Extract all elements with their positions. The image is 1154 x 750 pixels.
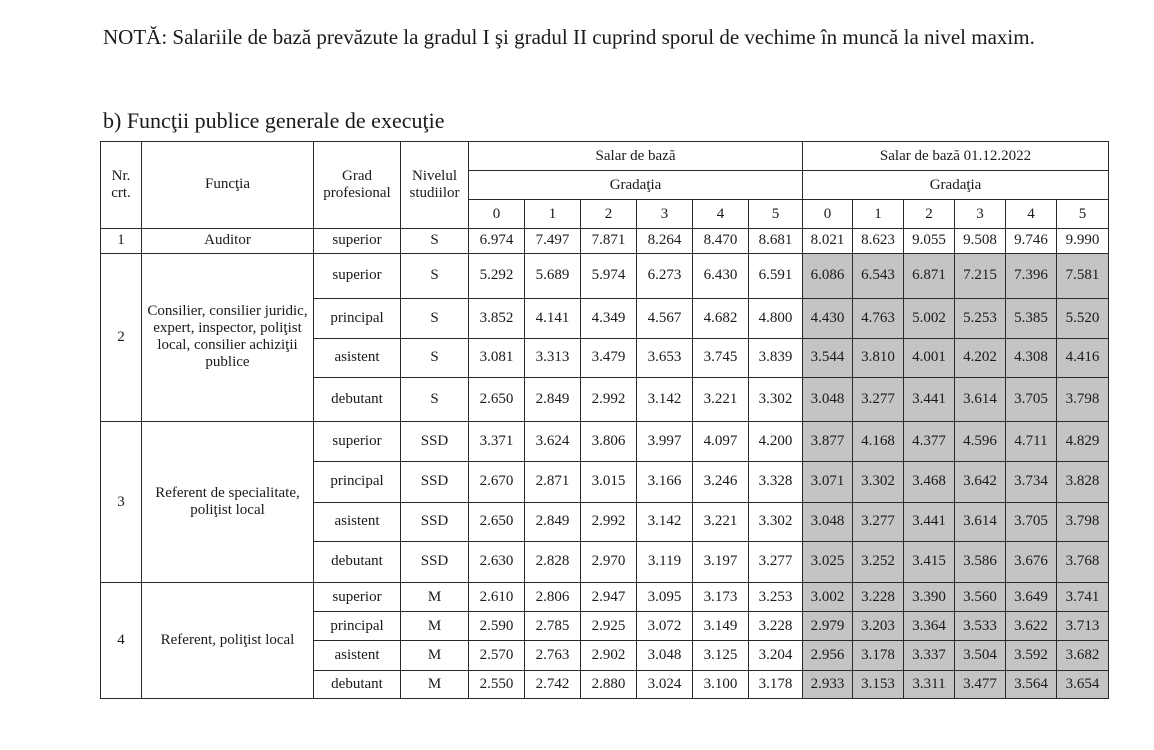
header-gradatie: 5 xyxy=(1057,200,1109,228)
salar-2022-cell: 3.654 xyxy=(1057,670,1109,698)
row-grad: asistent xyxy=(314,641,401,670)
row-functia: Consilier, consilier juridic, expert, inspector, poliţist local, consilier achiziţii publice xyxy=(142,253,314,421)
salar-cell: 2.590 xyxy=(469,612,525,641)
header-gradatie: 0 xyxy=(469,200,525,228)
salar-cell: 3.328 xyxy=(749,462,803,502)
salar-2022-cell: 3.614 xyxy=(955,502,1006,541)
salar-cell: 3.997 xyxy=(637,421,693,461)
salar-2022-cell: 2.979 xyxy=(803,612,853,641)
salar-cell: 2.650 xyxy=(469,502,525,541)
salar-cell: 4.200 xyxy=(749,421,803,461)
salar-cell: 3.653 xyxy=(637,339,693,377)
salar-2022-cell: 4.596 xyxy=(955,421,1006,461)
salar-cell: 2.630 xyxy=(469,541,525,582)
salar-2022-cell: 3.337 xyxy=(904,641,955,670)
salar-cell: 3.479 xyxy=(581,339,637,377)
salar-cell: 3.204 xyxy=(749,641,803,670)
salar-cell: 2.871 xyxy=(525,462,581,502)
salar-2022-cell: 3.705 xyxy=(1006,502,1057,541)
salar-cell: 3.221 xyxy=(693,502,749,541)
row-functia: Referent, poliţist local xyxy=(142,583,314,699)
salar-cell: 3.806 xyxy=(581,421,637,461)
salar-cell: 6.273 xyxy=(637,253,693,298)
salar-cell: 3.624 xyxy=(525,421,581,461)
salar-cell: 2.902 xyxy=(581,641,637,670)
header-gradatia-2022: Gradaţia xyxy=(803,171,1109,200)
row-nivel: M xyxy=(401,583,469,612)
salar-2022-cell: 3.614 xyxy=(955,377,1006,421)
salar-2022-cell: 3.178 xyxy=(853,641,904,670)
salary-table-body xyxy=(101,142,1109,699)
salar-2022-cell: 3.649 xyxy=(1006,583,1057,612)
header-gradatie: 1 xyxy=(853,200,904,228)
salar-2022-cell: 9.746 xyxy=(1006,228,1057,253)
salar-2022-cell: 3.676 xyxy=(1006,541,1057,582)
salar-2022-cell: 3.441 xyxy=(904,502,955,541)
row-nr: 3 xyxy=(101,421,142,582)
salar-cell: 3.072 xyxy=(637,612,693,641)
salary-table xyxy=(100,141,1109,699)
salar-cell: 3.277 xyxy=(749,541,803,582)
salar-2022-cell: 7.215 xyxy=(955,253,1006,298)
row-grad: principal xyxy=(314,612,401,641)
row-grad: superior xyxy=(314,253,401,298)
salar-2022-cell: 3.798 xyxy=(1057,502,1109,541)
salar-cell: 3.081 xyxy=(469,339,525,377)
salar-cell: 8.264 xyxy=(637,228,693,253)
salar-2022-cell: 3.560 xyxy=(955,583,1006,612)
salar-cell: 3.852 xyxy=(469,299,525,339)
salar-2022-cell: 3.504 xyxy=(955,641,1006,670)
salar-cell: 4.800 xyxy=(749,299,803,339)
row-nivel: SSD xyxy=(401,421,469,461)
salar-2022-cell: 3.544 xyxy=(803,339,853,377)
salar-cell: 2.925 xyxy=(581,612,637,641)
salar-cell: 3.228 xyxy=(749,612,803,641)
salar-2022-cell: 4.829 xyxy=(1057,421,1109,461)
salar-cell: 2.970 xyxy=(581,541,637,582)
row-nivel: M xyxy=(401,641,469,670)
header-grad: Grad profesional xyxy=(314,142,401,229)
salar-cell: 3.142 xyxy=(637,377,693,421)
salar-cell: 3.173 xyxy=(693,583,749,612)
salar-2022-cell: 3.642 xyxy=(955,462,1006,502)
salar-cell: 6.591 xyxy=(749,253,803,298)
salar-2022-cell: 3.252 xyxy=(853,541,904,582)
row-grad: principal xyxy=(314,462,401,502)
salar-2022-cell: 3.622 xyxy=(1006,612,1057,641)
salar-cell: 3.197 xyxy=(693,541,749,582)
header-functia: Funcţia xyxy=(142,142,314,229)
row-nivel: M xyxy=(401,670,469,698)
salar-2022-cell: 3.682 xyxy=(1057,641,1109,670)
salar-cell: 6.974 xyxy=(469,228,525,253)
salar-2022-cell: 3.734 xyxy=(1006,462,1057,502)
salar-2022-cell: 3.741 xyxy=(1057,583,1109,612)
row-nivel: S xyxy=(401,299,469,339)
row-nivel: S xyxy=(401,253,469,298)
salar-2022-cell: 9.055 xyxy=(904,228,955,253)
salar-cell: 3.371 xyxy=(469,421,525,461)
salar-cell: 8.470 xyxy=(693,228,749,253)
row-grad: debutant xyxy=(314,377,401,421)
salar-cell: 3.100 xyxy=(693,670,749,698)
salar-2022-cell: 5.385 xyxy=(1006,299,1057,339)
salar-cell: 3.246 xyxy=(693,462,749,502)
row-nivel: S xyxy=(401,228,469,253)
salar-2022-cell: 3.364 xyxy=(904,612,955,641)
row-nivel: S xyxy=(401,377,469,421)
salar-2022-cell: 3.705 xyxy=(1006,377,1057,421)
salar-2022-cell: 3.002 xyxy=(803,583,853,612)
salar-cell: 2.849 xyxy=(525,377,581,421)
row-grad: asistent xyxy=(314,339,401,377)
salar-2022-cell: 3.277 xyxy=(853,377,904,421)
salar-2022-cell: 4.430 xyxy=(803,299,853,339)
salar-cell: 7.497 xyxy=(525,228,581,253)
salar-2022-cell: 5.253 xyxy=(955,299,1006,339)
row-grad: principal xyxy=(314,299,401,339)
header-salar-2022: Salar de bază 01.12.2022 xyxy=(803,142,1109,171)
salar-2022-cell: 8.623 xyxy=(853,228,904,253)
salar-2022-cell: 3.025 xyxy=(803,541,853,582)
salar-2022-cell: 8.021 xyxy=(803,228,853,253)
row-functia: Referent de specialitate, poliţist local xyxy=(142,421,314,582)
salar-cell: 5.292 xyxy=(469,253,525,298)
salar-2022-cell: 3.153 xyxy=(853,670,904,698)
salar-2022-cell: 2.956 xyxy=(803,641,853,670)
row-nivel: SSD xyxy=(401,462,469,502)
salar-cell: 3.048 xyxy=(637,641,693,670)
salar-2022-cell: 6.086 xyxy=(803,253,853,298)
table-row xyxy=(101,228,1109,253)
salar-2022-cell: 9.508 xyxy=(955,228,1006,253)
table-row xyxy=(101,421,1109,461)
salar-2022-cell: 7.396 xyxy=(1006,253,1057,298)
salar-2022-cell: 4.711 xyxy=(1006,421,1057,461)
salar-cell: 2.806 xyxy=(525,583,581,612)
header-nivel: Nivelul studiilor xyxy=(401,142,469,229)
salar-cell: 3.178 xyxy=(749,670,803,698)
salar-cell: 2.785 xyxy=(525,612,581,641)
salar-cell: 2.670 xyxy=(469,462,525,502)
header-gradatie: 4 xyxy=(1006,200,1057,228)
salar-2022-cell: 3.302 xyxy=(853,462,904,502)
salar-2022-cell: 5.520 xyxy=(1057,299,1109,339)
salar-cell: 3.166 xyxy=(637,462,693,502)
header-gradatie: 3 xyxy=(955,200,1006,228)
table-row xyxy=(101,253,1109,298)
salar-cell: 4.349 xyxy=(581,299,637,339)
salar-2022-cell: 3.810 xyxy=(853,339,904,377)
salar-cell: 2.947 xyxy=(581,583,637,612)
salar-cell: 3.024 xyxy=(637,670,693,698)
header-gradatie: 0 xyxy=(803,200,853,228)
salar-2022-cell: 3.203 xyxy=(853,612,904,641)
row-grad: asistent xyxy=(314,502,401,541)
salar-cell: 3.253 xyxy=(749,583,803,612)
row-nr: 4 xyxy=(101,583,142,699)
salar-2022-cell: 4.416 xyxy=(1057,339,1109,377)
salar-cell: 2.880 xyxy=(581,670,637,698)
salar-cell: 3.745 xyxy=(693,339,749,377)
salar-cell: 3.313 xyxy=(525,339,581,377)
header-gradatie: 3 xyxy=(637,200,693,228)
salar-2022-cell: 5.002 xyxy=(904,299,955,339)
salar-cell: 4.567 xyxy=(637,299,693,339)
salar-cell: 5.689 xyxy=(525,253,581,298)
salar-cell: 2.742 xyxy=(525,670,581,698)
header-gradatie: 4 xyxy=(693,200,749,228)
salar-cell: 7.871 xyxy=(581,228,637,253)
row-nivel: M xyxy=(401,612,469,641)
row-grad: superior xyxy=(314,228,401,253)
section-subtitle: b) Funcţii publice generale de execuţie xyxy=(103,108,445,133)
salar-2022-cell: 3.071 xyxy=(803,462,853,502)
salar-cell: 3.142 xyxy=(637,502,693,541)
salar-2022-cell: 4.202 xyxy=(955,339,1006,377)
header-gradatie: 1 xyxy=(525,200,581,228)
row-grad: superior xyxy=(314,421,401,461)
salar-2022-cell: 4.001 xyxy=(904,339,955,377)
row-grad: debutant xyxy=(314,670,401,698)
salar-2022-cell: 3.877 xyxy=(803,421,853,461)
salar-cell: 2.610 xyxy=(469,583,525,612)
salar-cell: 5.974 xyxy=(581,253,637,298)
table-row xyxy=(101,583,1109,612)
salar-cell: 2.570 xyxy=(469,641,525,670)
salar-2022-cell: 4.763 xyxy=(853,299,904,339)
salar-cell: 3.095 xyxy=(637,583,693,612)
salar-2022-cell: 3.564 xyxy=(1006,670,1057,698)
salar-cell: 2.763 xyxy=(525,641,581,670)
row-functia: Auditor xyxy=(142,228,314,253)
salar-cell: 2.828 xyxy=(525,541,581,582)
row-nr: 2 xyxy=(101,253,142,421)
salar-cell: 3.149 xyxy=(693,612,749,641)
row-nivel: SSD xyxy=(401,541,469,582)
note-text: NOTĂ: Salariile de bază prevăzute la gradul I şi gradul II cuprind sporul de vechime în muncă la nivel maxim. xyxy=(103,25,1035,49)
header-gradatie: 2 xyxy=(904,200,955,228)
salar-2022-cell: 3.828 xyxy=(1057,462,1109,502)
salar-cell: 2.992 xyxy=(581,377,637,421)
salar-2022-cell: 3.468 xyxy=(904,462,955,502)
header-gradatie: 2 xyxy=(581,200,637,228)
salar-2022-cell: 3.533 xyxy=(955,612,1006,641)
salar-cell: 6.430 xyxy=(693,253,749,298)
row-grad: superior xyxy=(314,583,401,612)
salar-cell: 3.221 xyxy=(693,377,749,421)
salar-cell: 3.302 xyxy=(749,377,803,421)
header-nr: Nr. crt. xyxy=(101,142,142,229)
salar-2022-cell: 6.871 xyxy=(904,253,955,298)
salar-2022-cell: 3.798 xyxy=(1057,377,1109,421)
row-nivel: S xyxy=(401,339,469,377)
salar-2022-cell: 3.441 xyxy=(904,377,955,421)
salar-2022-cell: 3.586 xyxy=(955,541,1006,582)
salar-cell: 8.681 xyxy=(749,228,803,253)
salar-cell: 3.302 xyxy=(749,502,803,541)
salar-2022-cell: 3.768 xyxy=(1057,541,1109,582)
salar-cell: 2.992 xyxy=(581,502,637,541)
salar-2022-cell: 3.311 xyxy=(904,670,955,698)
salar-cell: 3.015 xyxy=(581,462,637,502)
header-salar: Salar de bază xyxy=(469,142,803,171)
header-gradatie: 5 xyxy=(749,200,803,228)
salar-2022-cell: 3.415 xyxy=(904,541,955,582)
row-nivel: SSD xyxy=(401,502,469,541)
salar-2022-cell: 6.543 xyxy=(853,253,904,298)
salar-2022-cell: 3.592 xyxy=(1006,641,1057,670)
salar-2022-cell: 9.990 xyxy=(1057,228,1109,253)
salar-2022-cell: 4.168 xyxy=(853,421,904,461)
salar-2022-cell: 7.581 xyxy=(1057,253,1109,298)
salar-cell: 2.550 xyxy=(469,670,525,698)
header-row xyxy=(101,142,1109,171)
salar-cell: 3.119 xyxy=(637,541,693,582)
salar-cell: 4.097 xyxy=(693,421,749,461)
salar-cell: 4.141 xyxy=(525,299,581,339)
salar-2022-cell: 3.048 xyxy=(803,377,853,421)
salar-cell: 3.125 xyxy=(693,641,749,670)
row-nr: 1 xyxy=(101,228,142,253)
salar-2022-cell: 3.477 xyxy=(955,670,1006,698)
salar-2022-cell: 3.277 xyxy=(853,502,904,541)
salar-cell: 2.849 xyxy=(525,502,581,541)
salar-2022-cell: 3.390 xyxy=(904,583,955,612)
salar-cell: 3.839 xyxy=(749,339,803,377)
salar-cell: 2.650 xyxy=(469,377,525,421)
salar-2022-cell: 3.048 xyxy=(803,502,853,541)
row-grad: debutant xyxy=(314,541,401,582)
salar-cell: 4.682 xyxy=(693,299,749,339)
salar-2022-cell: 3.713 xyxy=(1057,612,1109,641)
header-gradatia: Gradaţia xyxy=(469,171,803,200)
salar-2022-cell: 2.933 xyxy=(803,670,853,698)
salar-2022-cell: 4.377 xyxy=(904,421,955,461)
salar-2022-cell: 3.228 xyxy=(853,583,904,612)
salar-2022-cell: 4.308 xyxy=(1006,339,1057,377)
